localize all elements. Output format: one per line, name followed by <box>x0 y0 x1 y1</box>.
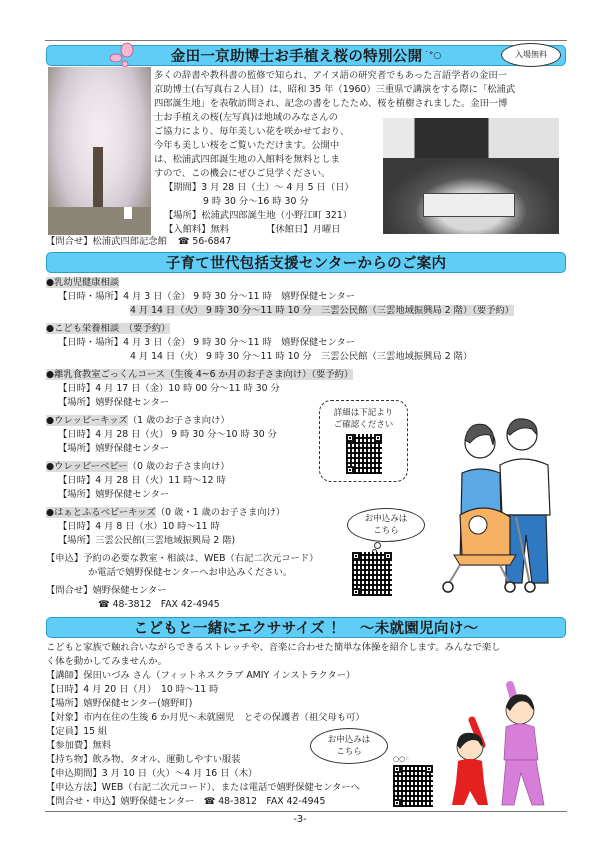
section3-intro-line: こどもと家族で触れ合いながらできるストレッチや、音楽に合わせた簡単な体操を紹介します。みんなで楽し <box>46 642 501 653</box>
detail-label: 【対象】 <box>46 712 84 723</box>
item-line-value: 4 月 17 日（金）10 時 00 分～11 時 30 分 <box>95 383 280 394</box>
contact-value: 松浦武四郎記念館 <box>92 236 167 247</box>
item-line-value: 4 月 14 日（火） 9 時 30 分～11 時 10 分 三雲公民館（三雲地域振興局 2 階） <box>130 351 473 362</box>
section1-body-line: は、松浦武四郎誕生地の入館料を無料としま <box>154 154 340 165</box>
item-heading-sub: （0 歳のお子さま向け） <box>127 461 230 472</box>
item-heading-text: ●乳幼児健康相談 <box>46 277 120 288</box>
apply-cloud <box>347 508 425 542</box>
item-heading <box>46 460 230 474</box>
item-heading <box>46 414 230 428</box>
item-heading <box>46 322 170 336</box>
detail-label: 【問合せ・申込】 <box>46 796 121 807</box>
item-line-value: 嬉野保健センター <box>95 443 170 454</box>
section1-body-line: 今年も美しい桜をご覧いただけます。公開中 <box>154 140 340 151</box>
contact-tel: 56-6847 <box>192 236 232 247</box>
apply-row-2: か電話で嬉野保健センターへお申込みください。 <box>88 567 293 578</box>
apply-label: 【申込】 <box>46 553 84 564</box>
section2-banner <box>46 252 566 273</box>
detail-label: 【申込期間】 <box>46 768 102 779</box>
place-label: 【場所】 <box>164 210 202 221</box>
top-divider <box>45 40 567 41</box>
fee-label: 【入館料】 <box>164 224 211 235</box>
item-line <box>58 336 355 350</box>
phone-icon: ☎ <box>177 236 190 247</box>
item-heading-text: ●はぁとふるベビーキッズ <box>46 507 156 518</box>
item-line-value: 4 月 3 日（金） 9 時 30 分～11 時 嬉野保健センター <box>123 291 356 302</box>
detail-value: 4 月 20 日（月） 10 時～11 時 <box>83 684 219 695</box>
exercise-apply-cloud <box>310 728 388 764</box>
item-line-label: 【日時】 <box>58 521 96 532</box>
exercise-cloud-text-1: お申込みは <box>327 735 371 745</box>
contact-value: 嬉野保健センター <box>92 585 167 596</box>
detail-value: WEB（右記二次元コード）、または電話で嬉野保健センターへ <box>101 782 360 793</box>
item-line-label: 【場所】 <box>58 397 96 408</box>
apply-text: 予約の必要な教室・相談は、WEB（右記二次元コード） <box>83 553 319 564</box>
item-line <box>58 474 226 488</box>
contact-tel-row <box>98 598 220 612</box>
detail-row <box>46 781 360 795</box>
detail-value: 飲み物、タオル、運動しやすい服装 <box>92 754 241 765</box>
item-line-value: 4 月 28 日（火）11 時～12 時 <box>95 475 226 486</box>
section2-title: 子育て世代包括支援センターからのご案内 <box>165 256 447 272</box>
contact-row <box>46 584 167 598</box>
detail-value: 15 組 <box>83 726 108 737</box>
item-line-label: 【日時】 <box>58 475 96 486</box>
item-line-label: 【場所】 <box>58 489 96 500</box>
detail-row <box>46 767 257 781</box>
detail-label: 【参加費】 <box>46 740 93 751</box>
detail-row <box>46 753 241 767</box>
apply-row <box>46 552 318 566</box>
details-qr-code[interactable] <box>346 434 382 474</box>
section1-body-line: すので、この機会にぜひご見学ください。 <box>154 168 331 179</box>
item-line <box>130 304 514 318</box>
item-heading-text: ●こども栄養相談 （要予約） <box>46 323 171 334</box>
page-number: -3- <box>293 814 307 825</box>
item-line <box>58 428 277 442</box>
contact-tel: 48-3812 FAX 42-4945 <box>112 599 220 610</box>
detail-label: 【場所】 <box>46 698 84 709</box>
family-with-stroller-illustration <box>430 405 570 595</box>
detail-label: 【日時】 <box>46 684 84 695</box>
item-line <box>58 396 169 410</box>
section1-body-line: 四郎誕生地」を表敬訪問され、記念の書をしたため、桜を植樹されました。金田一博 <box>154 98 508 109</box>
detail-row <box>46 669 355 683</box>
historical-group-photo <box>383 118 559 234</box>
detail-row <box>46 697 192 711</box>
item-line-label: 【日時】 <box>58 429 96 440</box>
cherry-tree-photo <box>48 67 151 235</box>
bottom-divider <box>45 811 567 812</box>
item-heading-text: ●離乳食教室ごっくんコース（生後 4~6 か月のお子さま向け）（要予約） <box>46 369 354 380</box>
closed-label: 【休館日】 <box>266 224 313 235</box>
item-line-label: 【日時】 <box>58 383 96 394</box>
section3-intro-line: く体を動かしてみませんか。 <box>46 656 167 667</box>
apply-cloud-text-2: こちら <box>373 526 399 536</box>
item-line-value: 4 月 28 日（火） 9 時 30 分～10 時 30 分 <box>95 429 277 440</box>
place-row <box>164 209 352 223</box>
item-line-value: 嬉野保健センター <box>95 489 170 500</box>
section1-banner <box>46 45 566 66</box>
period-row <box>164 181 354 195</box>
details-qr-caption <box>320 407 407 431</box>
detail-row <box>46 725 107 739</box>
contact-label: 【問合せ】 <box>46 236 93 247</box>
section3-banner <box>46 617 566 638</box>
item-line-value: 嬉野保健センター <box>95 397 170 408</box>
item-line <box>58 382 280 396</box>
detail-label: 【申込方法】 <box>46 782 102 793</box>
place-value: 松浦武四郎誕生地（小野江町 321） <box>201 210 353 221</box>
item-line-label: 【場所】 <box>58 535 96 546</box>
details-qr-box <box>319 400 408 482</box>
detail-value: 市内在住の生後 6 か月児～未就園児 とその保護者（祖父母も可） <box>83 712 365 723</box>
sakura-petals-icon <box>107 42 137 70</box>
details-qr-caption-1: 詳細は下記より <box>333 408 394 418</box>
free-admission-text: 入場無料 <box>515 50 547 59</box>
item-line-value: 4 月 14 日（火） 9 時 30 分～11 時 10 分 三雲公民館（三雲地域振興局 2 階）（要予約） <box>130 305 515 316</box>
decorative-dots: ˙°○ <box>424 50 442 61</box>
detail-value: 嬉野保健センター ☎ 48-3812 FAX 42-4945 <box>120 796 326 807</box>
period-time: 9 時 30 分～16 時 30 分 <box>203 196 309 207</box>
contact-label: 【問合せ】 <box>46 585 93 596</box>
period-label: 【期間】 <box>164 182 202 193</box>
item-line-value: 4 月 8 日（水）10 時～11 時 <box>95 521 220 532</box>
closed-value: 月曜日 <box>312 224 341 235</box>
item-line-label: 【日時・場所】 <box>58 291 124 302</box>
section3-title: こどもと一緒にエクササイズ ！ ～未就園児向け～ <box>133 621 479 637</box>
detail-row <box>46 795 325 809</box>
phone-icon: ☎ <box>98 599 110 610</box>
free-admission-badge <box>501 43 561 67</box>
item-line <box>58 488 169 502</box>
apply-qr-code[interactable] <box>352 552 392 596</box>
item-heading <box>46 506 285 520</box>
item-line-value: 三雲公民館(三雲地域振興局 2 階) <box>95 535 236 546</box>
detail-label: 【講師】 <box>46 670 84 681</box>
period-value: 3 月 28 日（土）～ 4 月 5 日（日） <box>201 182 354 193</box>
detail-row <box>46 739 111 753</box>
exercise-cloud-text-2: こちら <box>336 747 362 757</box>
detail-value: 無料 <box>92 740 112 751</box>
apply-cloud-text-1: お申込みは <box>364 514 408 524</box>
detail-label: 【定員】 <box>46 726 84 737</box>
section1-title: 金田一京助博士お手植え桜の特別公開 <box>170 49 423 65</box>
item-heading <box>46 276 119 290</box>
item-line <box>58 534 235 548</box>
details-qr-caption-2: ご確認ください <box>333 420 394 430</box>
section1-body-line: ご協力により、毎年美しい花を咲かせており、 <box>154 126 350 137</box>
item-line <box>58 442 169 456</box>
item-line <box>130 350 472 364</box>
section1-body-line: 京助博士(右写真右２人目）は、昭和 35 年（1960）三重県で講演をする際に「松浦武 <box>154 84 516 95</box>
detail-row <box>46 683 218 697</box>
item-heading-text: ●ウレッピーベビー <box>46 461 128 472</box>
thought-bubble-dots: ○○◦ <box>393 755 410 763</box>
item-line-label: 【場所】 <box>58 443 96 454</box>
thought-bubble-dot <box>374 542 381 549</box>
section1-body-line: 士お手植えの桜(左写真)は地域のみなさんの <box>154 112 338 123</box>
exercise-qr-code[interactable] <box>393 765 433 807</box>
item-heading-text: ●ウレッピーキッズ <box>46 415 128 426</box>
item-line-value: 4 月 3 日（金） 9 時 30 分～11 時 嬉野保健センター <box>123 337 356 348</box>
exercise-mother-child-illustration <box>440 665 565 810</box>
detail-value: 嬉野保健センター(嬉野町) <box>83 698 193 709</box>
section1-contact <box>46 235 231 249</box>
item-line <box>58 520 220 534</box>
detail-row <box>46 711 365 725</box>
detail-value: 3 月 10 日（火）～4 月 16 日（木） <box>101 768 258 779</box>
section1-body-line: 多くの辞書や教科書の監修で知られ、アイヌ語の研究者でもあった言語学者の金田一 <box>154 70 507 81</box>
item-heading <box>46 368 353 382</box>
item-heading-sub: （0 歳・1 歳のお子さま向け） <box>155 507 286 518</box>
detail-value: 保田いづみ さん（フィットネスクラブ AMIY インストラクター） <box>83 670 356 681</box>
item-line <box>58 290 355 304</box>
fee-value: 無料 <box>210 224 230 235</box>
item-heading-sub: （1 歳のお子さま向け） <box>127 415 230 426</box>
item-line-label: 【日時・場所】 <box>58 337 124 348</box>
detail-label: 【持ち物】 <box>46 754 93 765</box>
